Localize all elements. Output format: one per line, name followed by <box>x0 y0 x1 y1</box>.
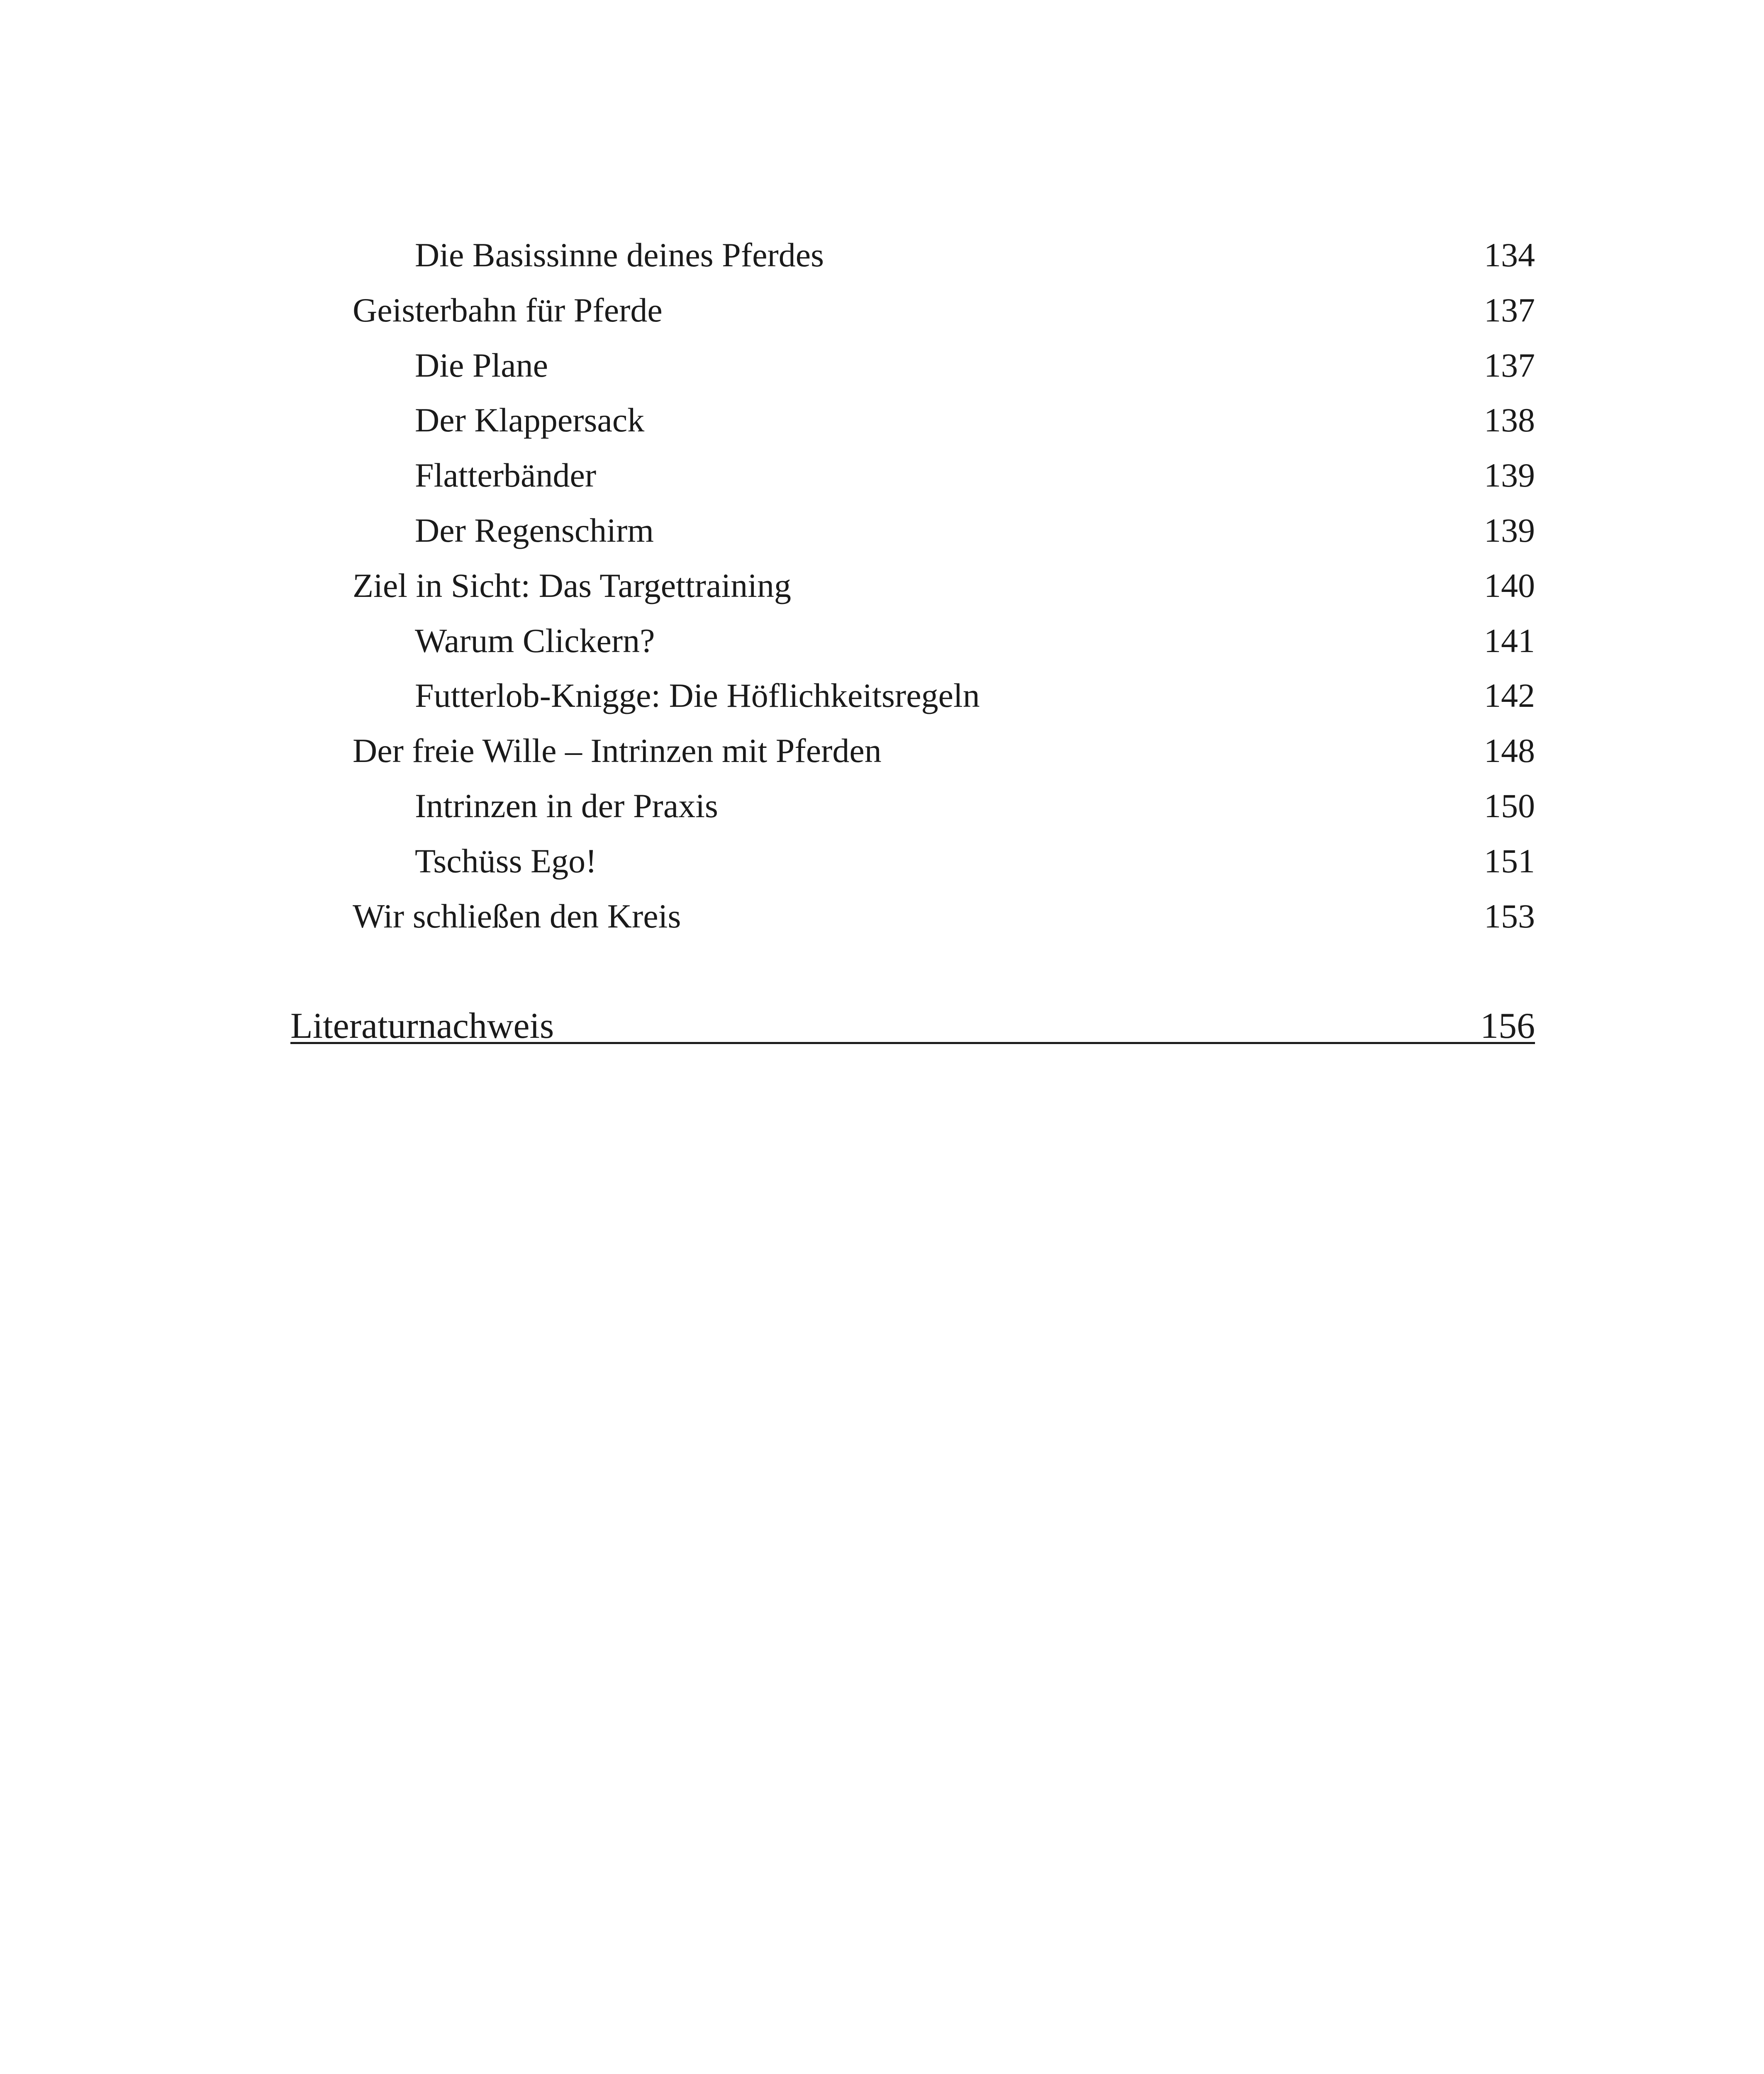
toc-chapter-entry <box>290 1004 1535 1049</box>
toc-entry-page: 137 <box>1484 346 1535 384</box>
toc-entry-title: Flatterbänder <box>415 456 597 494</box>
toc-entry-title: Der Klappersack <box>415 401 645 439</box>
toc-chapter-page: 156 <box>1480 1006 1535 1046</box>
toc-entry-page: 142 <box>1484 677 1535 715</box>
toc-chapter-title: Literaturnachweis <box>290 1006 554 1046</box>
toc-entry-page: 139 <box>1484 456 1535 494</box>
toc-entry-page: 148 <box>1484 732 1535 770</box>
toc-entry-title: Ziel in Sicht: Das Targettraining <box>353 566 792 604</box>
toc-entry <box>290 893 1535 949</box>
toc-entry <box>290 563 1535 618</box>
toc-entry-page: 134 <box>1484 236 1535 274</box>
toc-entry <box>290 287 1535 343</box>
toc-entry-title: Wir schließen den Kreis <box>353 897 681 935</box>
toc-entry-page: 139 <box>1484 511 1535 549</box>
toc-entry-title: Futterlob-Knigge: Die Höflichkeitsregeln <box>415 677 980 715</box>
toc-entry-page: 151 <box>1484 842 1535 880</box>
toc-entry-title: Geisterbahn für Pferde <box>353 291 663 329</box>
toc-entry <box>290 838 1535 893</box>
chapter-underline <box>290 1042 1535 1044</box>
toc-entry <box>290 453 1535 508</box>
toc-entry <box>290 618 1535 673</box>
toc-entry <box>290 783 1535 838</box>
toc-entry <box>290 343 1535 398</box>
toc-entry-title: Die Plane <box>415 346 548 384</box>
toc-entry <box>290 508 1535 563</box>
toc-entry <box>290 673 1535 728</box>
toc-entry-page: 140 <box>1484 566 1535 604</box>
toc-entry-title: Tschüss Ego! <box>415 842 597 880</box>
toc-entry <box>290 728 1535 783</box>
toc-entry-title: Der freie Wille – Intrinzen mit Pferden <box>353 732 882 770</box>
toc-entry-title: Der Regenschirm <box>415 511 654 549</box>
toc-entry-title: Intrinzen in der Praxis <box>415 786 718 825</box>
toc-entry-title: Die Basissinne deines Pferdes <box>415 236 824 274</box>
toc-entry-page: 153 <box>1484 897 1535 935</box>
table-of-contents <box>290 232 1535 948</box>
toc-entry-page: 137 <box>1484 291 1535 329</box>
toc-entry-title: Warum Clickern? <box>415 621 655 660</box>
toc-entry-page: 150 <box>1484 786 1535 825</box>
toc-entry <box>290 232 1535 287</box>
toc-entry <box>290 397 1535 453</box>
toc-entry-page: 138 <box>1484 401 1535 439</box>
toc-entry-page: 141 <box>1484 621 1535 660</box>
